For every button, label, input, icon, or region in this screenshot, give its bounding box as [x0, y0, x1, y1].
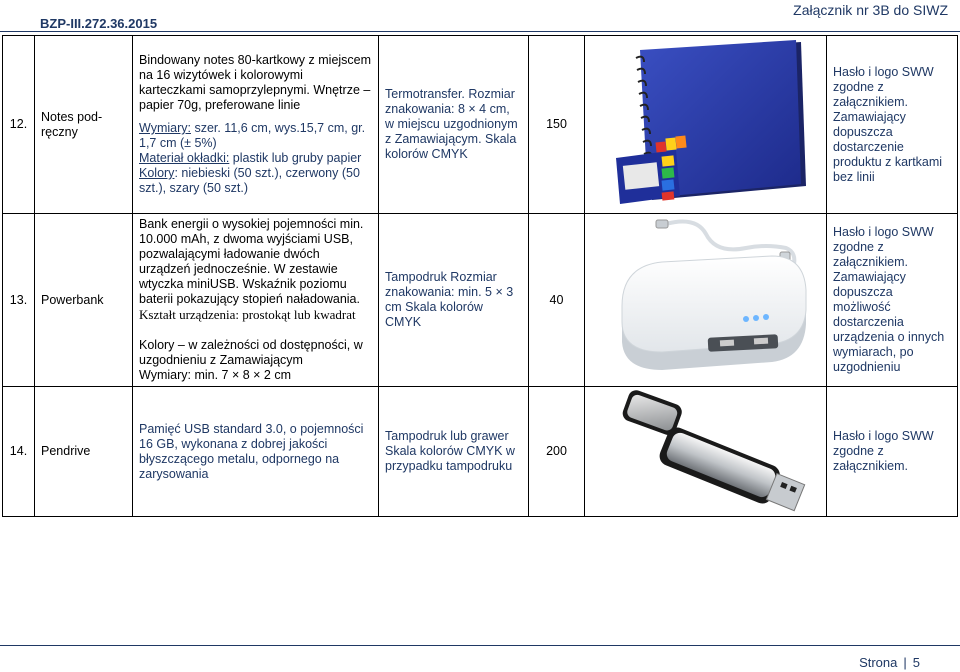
remarks: Hasło i logo SWW zgodne z załącznikiem. Zamawiający dopuszcza możliwość dostarczenia urządzenia o innych wymiarach, po uzgodnieniu — [827, 214, 958, 387]
table-row — [3, 214, 958, 387]
colors-label: Kolory — [139, 166, 175, 180]
table-row — [3, 387, 958, 517]
remarks: Hasło i logo SWW zgodne z załącznikiem. — [827, 387, 958, 517]
product-name: Notes pod-ręczny — [35, 36, 133, 214]
row-number: 13. — [3, 214, 35, 387]
quantity: 150 — [529, 36, 585, 214]
description-main: Pamięć USB standard 3.0, o pojemności 16 GB, wykonana z dobrej jakości błyszczącego metalu, odpornego na zarysowania — [139, 421, 364, 481]
page-number: 5 — [912, 655, 920, 670]
dimensions-value: szer. 11,6 cm, wys.15,7 cm, gr. 1,7 cm (± 5%) — [139, 121, 366, 150]
page-label: Strona — [859, 655, 898, 670]
powerbank-image — [596, 214, 816, 382]
document-reference: BZP-III.272.36.2015 — [40, 16, 158, 31]
row-number: 12. — [3, 36, 35, 214]
material-line — [139, 151, 372, 166]
page-footer — [859, 655, 920, 670]
dimensions-line — [139, 121, 372, 151]
dimensions-label: Wymiary: — [139, 121, 191, 135]
product-description — [133, 36, 379, 214]
colors-line — [139, 166, 372, 196]
marking-method: Termotransfer. Rozmiar znakowania: 8 × 4 cm, w miejscu uzgodnionym z Zamawiającym. Skala kolorów CMYK — [379, 36, 529, 214]
description-main: Bank energii o wysokiej pojemności min. 10.000 mAh, z dwoma wyjściami USB, pozwalającymi ładowanie dwóch urządzeń jednocześnie. W zestawie wtyczka miniUSB. Wskaźnik poziomu baterii pokazujący stopień naładowania. — [139, 217, 364, 306]
description-shape: Kształt urządzenia: prostokąt lub kwadrat — [139, 307, 356, 322]
description-intro: Bindowany notes 80-kartkowy z miejscem na 16 wizytówek i kolorowymi karteczkami samoprzylepnymi. Wnętrze – papier 70g, preferowane linie — [139, 53, 372, 112]
material-value: plastik lub gruby papier — [229, 151, 362, 165]
annex-label: Załącznik nr 3B do SIWZ — [793, 2, 948, 18]
product-name: Pendrive — [35, 387, 133, 517]
quantity: 200 — [529, 387, 585, 517]
quantity: 40 — [529, 214, 585, 387]
marking-method: Tampodruk Rozmiar znakowania: min. 5 × 3 cm Skala kolorów CMYK — [379, 214, 529, 387]
specification-table — [2, 35, 958, 517]
remarks: Hasło i logo SWW zgodne z załącznikiem. Zamawiający dopuszcza dostarczenie produktu z kartkami bez linii — [827, 36, 958, 214]
description-dimensions: Wymiary: min. 7 × 8 × 2 cm — [139, 368, 292, 382]
page-separator: | — [903, 655, 907, 670]
product-image-cell — [585, 387, 827, 517]
material-label: Materiał okładki: — [139, 151, 230, 165]
product-description — [133, 387, 379, 517]
header-divider — [0, 31, 960, 32]
usb-drive-image — [596, 388, 816, 512]
product-image-cell — [585, 214, 827, 387]
description-colors: Kolory – w zależności od dostępności, w uzgodnieniu z Zamawiającym — [139, 338, 363, 367]
product-description — [133, 214, 379, 387]
product-image-cell — [585, 36, 827, 214]
product-name: Powerbank — [35, 214, 133, 387]
marking-method: Tampodruk lub grawer Skala kolorów CMYK w przypadku tampodruku — [379, 387, 529, 517]
colors-value: : niebieski (50 szt.), czerwony (50 szt.), szary (50 szt.) — [139, 166, 360, 195]
footer-divider — [0, 645, 960, 646]
table-row — [3, 36, 958, 214]
row-number: 14. — [3, 387, 35, 517]
notebook-image — [596, 38, 816, 208]
